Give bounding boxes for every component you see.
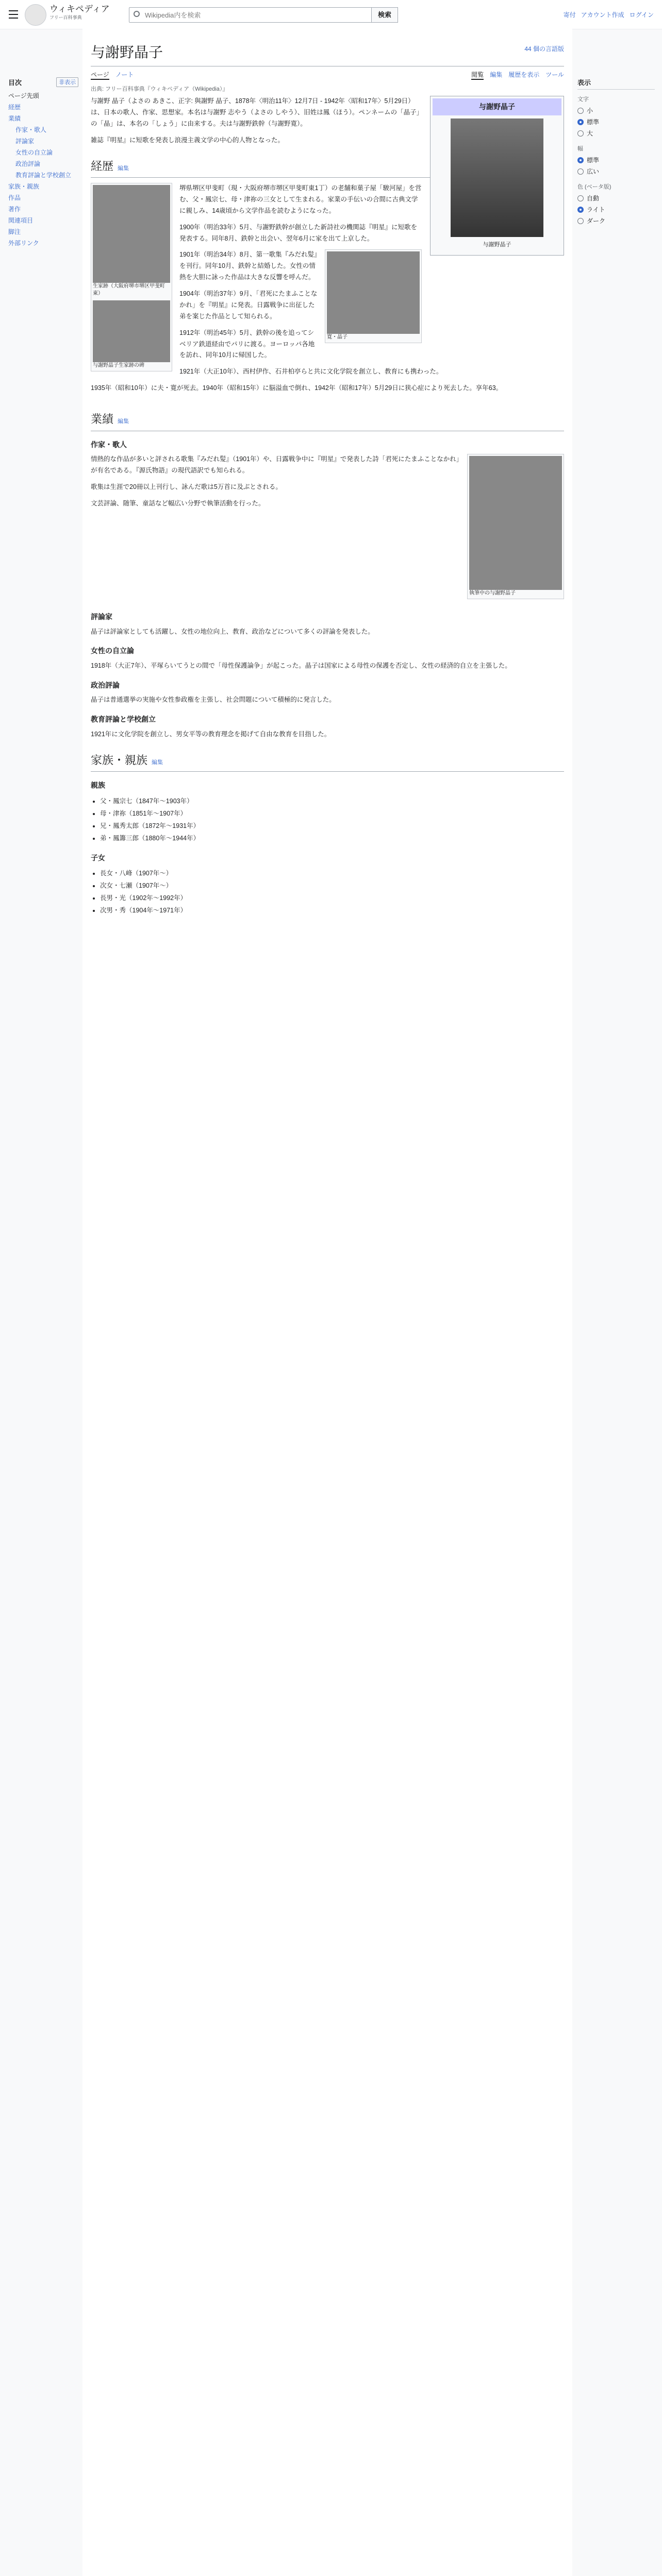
- body-paragraph: 1901年（明治34年）8月、第一歌集『みだれ髪』を刊行。同年10月、鉄幹と結婚した。女性の情熱を大胆に詠った作品は大きな反響を呼んだ。: [179, 251, 318, 281]
- article-body: [91, 96, 564, 922]
- namespace-tabs: [91, 70, 134, 80]
- tab-talk[interactable]: ノート: [115, 71, 134, 78]
- toc-hide-button[interactable]: 非表示: [56, 77, 78, 87]
- radio-icon: [577, 207, 584, 213]
- width-option[interactable]: [577, 166, 655, 177]
- article-main: [82, 29, 572, 2576]
- radio-icon: [577, 119, 584, 125]
- radio-icon: [577, 195, 584, 201]
- toc-heading: [0, 77, 82, 90]
- toc-item[interactable]: ページ先頭: [8, 92, 39, 99]
- heading-text: 業績: [91, 413, 114, 426]
- option-label: 大: [587, 130, 593, 137]
- subsection-heading: 評論家: [91, 613, 112, 621]
- color-label: 色 (ベータ版): [577, 184, 611, 190]
- view-tabs: [471, 70, 564, 80]
- tab-read[interactable]: 閲覧: [471, 70, 484, 80]
- body-paragraph: 晶子は普通選挙の実施や女性参政権を主張し、社会問題について積極的に発言した。: [91, 696, 336, 704]
- color-option[interactable]: [577, 193, 655, 204]
- body-paragraph: 1918年（大正7年）、平塚らいてうとの間で「母性保護論争」が起こった。晶子は国家による母性の保護を否定し、女性の経済的自立を主張した。: [91, 662, 511, 669]
- list-item: • 母・津祢（1851年〜1907年）: [100, 807, 564, 820]
- infobox-title: 与謝野晶子: [433, 98, 561, 115]
- option-label: 小: [587, 107, 593, 114]
- site-wordmark[interactable]: [49, 5, 110, 22]
- subsection-heading: 作家・歌人: [91, 440, 127, 449]
- option-label: 広い: [587, 168, 600, 175]
- section-heading-works: [91, 410, 564, 431]
- language-button[interactable]: 44 個の言語版: [524, 45, 564, 53]
- subsection-heading: 親族: [91, 781, 105, 789]
- body-paragraph: 堺県堺区甲斐町（現・大阪府堺市堺区甲斐町東1丁）の老舗和菓子屋「駿河屋」を営む、父・鳳宗七、母・津祢の三女として生まれる。家業の手伝いの合間に古典文学に親しみ、14歳頃から文学作品を読むようになった。: [179, 184, 422, 214]
- toc-item[interactable]: 経歴: [8, 104, 21, 111]
- user-links: [564, 10, 654, 19]
- writing-image[interactable]: [469, 456, 562, 590]
- toc-sidebar: [0, 77, 82, 249]
- toc-subitem[interactable]: 作家・歌人: [15, 126, 47, 133]
- toc-item[interactable]: 関連項目: [8, 217, 34, 224]
- body-paragraph: 晶子は評論家としても活躍し、女性の地位向上、教育、政治などについて多くの評論を発表した。: [91, 628, 374, 635]
- search-icon: [134, 11, 140, 17]
- list-item: • 父・鳳宗七（1847年〜1903年）: [100, 795, 564, 807]
- width-label: 幅: [577, 146, 583, 152]
- toc-subitem[interactable]: 教育評論と学校創立: [15, 172, 72, 179]
- toc-subitem[interactable]: 女性の自立論: [15, 149, 53, 156]
- toc-item[interactable]: 著作: [8, 206, 21, 213]
- site-tagline: フリー百科事典: [49, 15, 82, 20]
- lead-paragraph: 与謝野 晶子（よさの あきこ、正字: 與謝野 晶子、1878年〈明治11年〉12月7日 - 1942年〈昭和17年〉5月29日）は、日本の歌人、作家、思想家。本名は与謝野 志やう（よさの しやう）、旧姓は鳳（ほう）。ペンネームの「晶子」の「晶」は、本名の「しょう」に由来する。夫は与謝野鉄幹（与謝野寛）。: [91, 97, 420, 127]
- family-list: [100, 795, 564, 844]
- list-item: • 次女・七瀬（1907年〜）: [100, 879, 564, 892]
- edit-section-link[interactable]: 編集: [118, 165, 129, 172]
- width-option[interactable]: [577, 155, 655, 166]
- list-item: • 次男・秀（1904年〜1971年）: [100, 904, 564, 917]
- toc-subitem[interactable]: 評論家: [15, 138, 35, 145]
- figure-caption: 執筆中の与謝野晶子: [469, 590, 516, 596]
- body-paragraph: 1921年に文化学院を創立し、男女平等の教育理念を掲げて自由な教育を目指した。: [91, 730, 331, 738]
- appearance-panel: [577, 77, 655, 227]
- body-paragraph: 1900年（明治33年）5月、与謝野鉄幹が創立した新詩社の機関誌『明星』に短歌を発表する。同年8月、鉄幹と出会い、翌年6月に家を出て上京した。: [179, 223, 418, 242]
- toc-subitem[interactable]: 政治評論: [15, 160, 41, 167]
- radio-icon: [577, 218, 584, 224]
- body-paragraph: 歌集は生涯で20冊以上刊行し、詠んだ歌は5万首に及ぶとされる。: [91, 483, 282, 490]
- section-heading-family: [91, 751, 564, 772]
- subsection-heading: 教育評論と学校創立: [91, 715, 156, 724]
- toc-item[interactable]: 業績: [8, 115, 21, 122]
- radio-icon: [577, 130, 584, 137]
- body-paragraph: 1921年（大正10年）、西村伊作、石井柏亭らと共に文化学院を創立し、教育にも携わった。: [179, 368, 443, 376]
- main-menu-button[interactable]: [6, 7, 21, 22]
- login-link[interactable]: ログイン: [629, 11, 654, 19]
- appearance-heading: 表示: [577, 77, 655, 90]
- tab-edit[interactable]: 編集: [490, 71, 503, 78]
- tab-page[interactable]: ページ: [91, 70, 109, 80]
- subsection-heading: 政治評論: [91, 681, 120, 689]
- heading-text: 経歴: [91, 159, 114, 173]
- article-tagline: 出典: フリー百科事典『ウィキペディア（Wikipedia）』: [91, 86, 228, 92]
- infobox-caption: 与謝野晶子: [483, 241, 511, 248]
- radio-icon: [577, 168, 584, 175]
- create-account-link[interactable]: アカウント作成: [581, 11, 624, 19]
- edit-section-link[interactable]: 編集: [118, 418, 129, 425]
- radio-icon: [577, 108, 584, 114]
- list-item: • 兄・鳳秀太郎（1872年〜1931年）: [100, 820, 564, 832]
- body-paragraph: 文芸評論、随筆、童話など幅広い分野で執筆活動を行った。: [91, 499, 265, 507]
- infobox: [430, 96, 564, 256]
- radio-icon: [577, 157, 584, 163]
- list-item: • 長男・光（1902年〜1992年）: [100, 892, 564, 904]
- list-item: • 弟・鳳籌三郎（1880年〜1944年）: [100, 832, 564, 844]
- color-option[interactable]: [577, 204, 655, 215]
- color-option[interactable]: [577, 215, 655, 227]
- figure-caption: 寛・晶子: [327, 334, 347, 341]
- lead-paragraph: 雑誌『明星』に短歌を発表し浪漫主義文学の中心的人物となった。: [91, 136, 285, 144]
- tab-tools[interactable]: ツール: [545, 71, 564, 78]
- donate-link[interactable]: 寄付: [563, 11, 576, 19]
- text-size-option[interactable]: [577, 128, 655, 139]
- toc-item[interactable]: 外部リンク: [8, 240, 39, 247]
- figure: [467, 454, 564, 599]
- body-paragraph: 1904年（明治37年）9月、「君死にたまふことなかれ」を『明星』に発表。日露戦争に出征した弟を案じた作品として知られる。: [179, 290, 318, 320]
- site-header: [0, 0, 662, 29]
- body-paragraph: 1912年（明治45年）5月、鉄幹の後を追ってシベリア鉄道経由でパリに渡る。ヨーロッパ各地を訪れ、同年10月に帰国した。: [179, 329, 315, 359]
- option-label: ライト: [587, 206, 605, 213]
- subsection-heading: 子女: [91, 853, 105, 862]
- text-size-option[interactable]: [577, 105, 655, 116]
- option-label: 標準: [587, 118, 600, 126]
- children-list: [100, 867, 564, 917]
- toc-title: 目次: [8, 79, 22, 87]
- site-name: ウィキペディア: [49, 4, 110, 14]
- search-input[interactable]: [144, 9, 342, 21]
- tab-history[interactable]: 履歴を表示: [508, 71, 540, 78]
- body-paragraph: 情熱的な作品が多いと評される歌集『みだれ髪』（1901年）や、日露戦争中に『明星』で発表した詩「君死にたまふことなかれ」が有名である。『源氏物語』の現代語訳でも知られる。: [91, 455, 460, 474]
- toc-item[interactable]: 作品: [8, 194, 21, 201]
- figure-caption: 与謝野晶子生家跡の碑: [93, 363, 144, 368]
- couple-image[interactable]: [327, 251, 420, 334]
- subsection-heading: 女性の自立論: [91, 647, 134, 655]
- text-size-label: 文字: [577, 96, 589, 103]
- toc-item[interactable]: 脚注: [8, 228, 21, 235]
- heading-text: 家族・親族: [91, 753, 148, 767]
- figure: [325, 249, 422, 343]
- birthplace-image[interactable]: [93, 185, 170, 283]
- portrait-image[interactable]: [451, 118, 543, 237]
- option-label: ダーク: [587, 217, 606, 225]
- list-item: • 長女・八峰（1907年〜）: [100, 867, 564, 879]
- monument-image[interactable]: [93, 300, 170, 362]
- body-paragraph: 1935年（昭和10年）に夫・寛が死去。1940年（昭和15年）に脳溢血で倒れ、1942年（昭和17年）5月29日に狭心症により死去した。享年63。: [91, 384, 503, 392]
- figure-caption: 生家跡（大阪府堺市堺区甲斐町東）: [93, 283, 165, 296]
- wikipedia-logo-icon[interactable]: [25, 4, 46, 26]
- search-button[interactable]: 検索: [371, 7, 398, 23]
- option-label: 標準: [587, 157, 600, 164]
- figure: [91, 183, 172, 371]
- page-title: 与謝野晶子: [91, 45, 163, 61]
- edit-section-link[interactable]: 編集: [152, 759, 163, 766]
- toc-item[interactable]: 家族・親族: [8, 183, 40, 190]
- option-label: 自動: [587, 195, 600, 202]
- text-size-option[interactable]: [577, 116, 655, 128]
- search-box: [129, 7, 398, 23]
